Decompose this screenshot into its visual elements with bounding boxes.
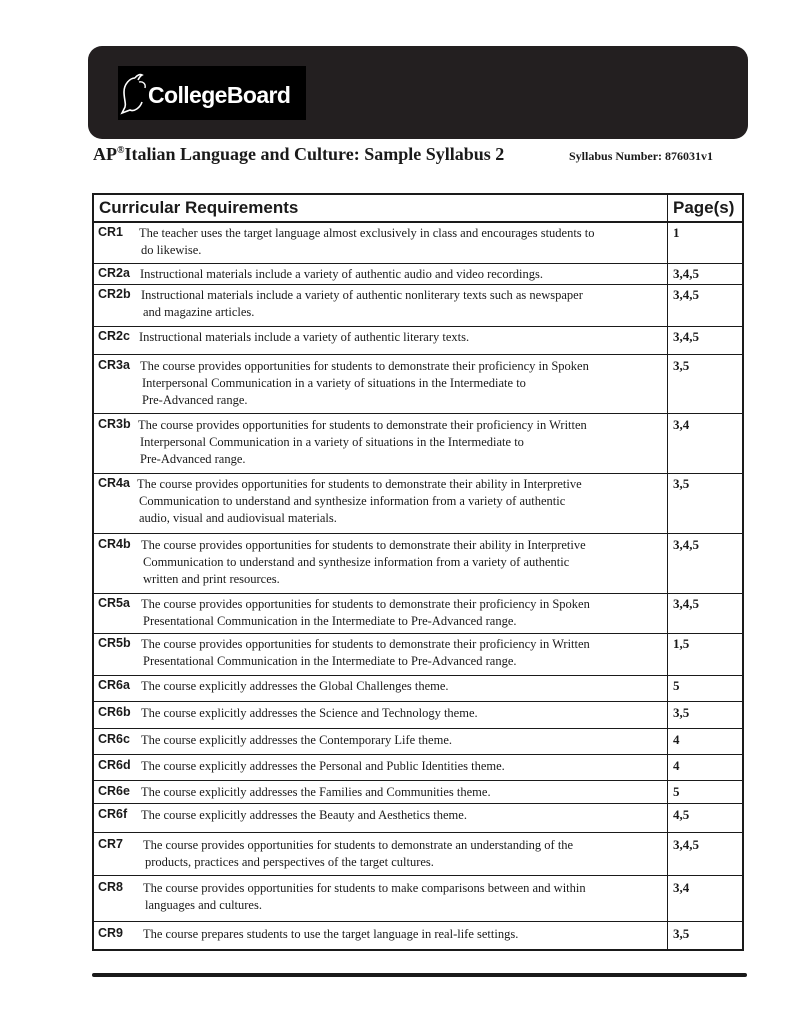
row-divider [94,593,742,594]
requirement-description [141,758,661,775]
row-divider [94,633,742,634]
row-divider [94,533,742,534]
description-line: The course explicitly addresses the Beauty and Aesthetics theme. [141,808,467,822]
curricular-requirements-table [92,193,744,951]
requirement-pages: 3,4,5 [673,537,699,552]
row-divider [94,326,742,327]
requirement-description [140,266,660,283]
description-line: products, practices and perspectives of the target cultures. [145,855,434,869]
requirement-code: CR7 [98,837,124,851]
requirement-code: CR5a [98,596,130,610]
requirement-code: CR9 [98,926,124,940]
requirement-code: CR6a [98,678,130,692]
description-line: audio, visual and audiovisual materials. [139,511,337,525]
requirement-pages: 3,4,5 [673,287,699,302]
row-divider [94,728,742,729]
requirement-description [143,926,663,943]
description-line: The course explicitly addresses the Personal and Public Identities theme. [141,759,505,773]
description-line: Communication to understand and synthesize information from a variety of authentic [143,555,570,569]
description-line: The course explicitly addresses the Global Challenges theme. [141,679,449,693]
requirement-code: CR2a [98,266,130,280]
row-divider [94,921,742,922]
description-line: The course explicitly addresses the Science and Technology theme. [141,706,478,720]
row-divider [94,354,742,355]
title-text: Italian Language and Culture: Sample Syllabus 2 [124,144,505,164]
row-divider [94,284,742,285]
requirement-description [141,287,661,321]
description-line: Instructional materials include a variety of authentic audio and video recordings. [140,267,543,281]
description-line: The course provides opportunities for students to demonstrate an understanding of the [143,838,574,852]
row-divider [94,413,742,414]
row-divider [94,832,742,833]
description-line: The course explicitly addresses the Families and Communities theme. [141,785,491,799]
requirement-code: CR2c [98,329,130,343]
requirement-pages: 4 [673,732,680,747]
requirement-pages: 5 [673,678,680,693]
description-line: The course prepares students to use the target language in real-life settings. [143,927,519,941]
title-prefix: AP [93,144,117,164]
description-line: languages and cultures. [145,898,262,912]
document-title [93,144,504,165]
requirement-pages: 3,4,5 [673,837,699,852]
requirement-pages: 4 [673,758,680,773]
description-line: Presentational Communication in the Intermediate to Pre-Advanced range. [143,654,517,668]
description-line: The teacher uses the target language almost exclusively in class and encourages students to [139,226,595,240]
description-line: Interpersonal Communication in a variety of situations in the Intermediate to [142,376,526,390]
requirement-pages: 4,5 [673,807,690,822]
requirement-code: CR3b [98,417,131,431]
description-line: Communication to understand and synthesize information from a variety of authentic [139,494,566,508]
requirement-pages: 3,5 [673,926,690,941]
description-line: Pre-Advanced range. [140,452,246,466]
description-line: The course provides opportunities for students to demonstrate their proficiency in Written [141,637,590,651]
description-line: The course provides opportunities for students to demonstrate their ability in Interpretive [141,538,586,552]
requirement-code: CR6e [98,784,130,798]
row-divider [94,701,742,702]
logo-text: CollegeBoard [148,82,291,108]
requirement-description [143,837,663,871]
requirement-description [141,537,661,588]
requirement-description [143,880,663,914]
requirement-code: CR2b [98,287,131,301]
row-divider [94,754,742,755]
description-line: The course provides opportunities for students to demonstrate their ability in Interpretive [137,477,582,491]
row-divider [94,263,742,264]
syllabus-number: Syllabus Number: 876031v1 [569,149,714,163]
requirement-code: CR6d [98,758,131,772]
requirement-code: CR5b [98,636,131,650]
requirement-pages: 1 [673,225,680,240]
requirement-pages: 3,5 [673,476,690,491]
requirement-description [141,784,661,801]
requirement-description [141,705,661,722]
requirement-pages: 1,5 [673,636,690,651]
column-divider [667,195,668,949]
requirement-code: CR1 [98,225,124,239]
requirement-pages: 3,4,5 [673,596,699,611]
description-line: The course provides opportunities for students to demonstrate their proficiency in Spoken [140,359,589,373]
row-divider [94,803,742,804]
description-line: and magazine articles. [143,305,255,319]
requirement-pages: 3,4 [673,880,690,895]
requirement-description [141,732,661,749]
requirement-description [139,225,659,259]
requirement-code: CR6b [98,705,131,719]
description-line: The course provides opportunities for students to demonstrate their proficiency in Written [138,418,587,432]
description-line: Instructional materials include a variety of authentic nonliterary texts such as newspaper [141,288,583,302]
requirement-description [141,807,661,824]
requirement-code: CR8 [98,880,124,894]
acorn-logo-icon [118,72,152,116]
requirement-pages: 3,5 [673,358,690,373]
registered-mark: ® [117,145,125,156]
requirement-code: CR3a [98,358,130,372]
requirement-code: CR6f [98,807,128,821]
row-divider [94,473,742,474]
requirement-pages: 5 [673,784,680,799]
requirement-code: CR4a [98,476,130,490]
requirement-description [137,476,657,527]
description-line: Interpersonal Communication in a variety of situations in the Intermediate to [140,435,524,449]
requirement-pages: 3,4,5 [673,266,699,281]
requirement-pages: 3,5 [673,705,690,720]
requirement-description [139,329,659,346]
footer-rule [92,973,747,977]
row-divider [94,875,742,876]
requirement-code: CR4b [98,537,131,551]
description-line: The course provides opportunities for students to demonstrate their proficiency in Spoken [141,597,590,611]
requirement-description [141,636,661,670]
description-line: Presentational Communication in the Intermediate to Pre-Advanced range. [143,614,517,628]
requirement-description [141,678,661,695]
description-line: do likewise. [141,243,202,257]
requirement-code: CR6c [98,732,130,746]
requirement-pages: 3,4 [673,417,690,432]
description-line: Pre-Advanced range. [142,393,248,407]
column-header-pages: Page(s) [673,198,735,217]
requirement-description [140,358,660,409]
requirement-pages: 3,4,5 [673,329,699,344]
description-line: written and print resources. [143,572,280,586]
row-divider [94,780,742,781]
description-line: The course explicitly addresses the Contemporary Life theme. [141,733,453,747]
column-header-requirements: Curricular Requirements [99,198,299,217]
requirement-description [141,596,661,630]
description-line: The course provides opportunities for students to make comparisons between and within [143,881,586,895]
row-divider [94,221,742,223]
description-line: Instructional materials include a variety of authentic literary texts. [139,330,470,344]
row-divider [94,675,742,676]
college-board-logo [118,66,306,120]
requirement-description [138,417,658,468]
